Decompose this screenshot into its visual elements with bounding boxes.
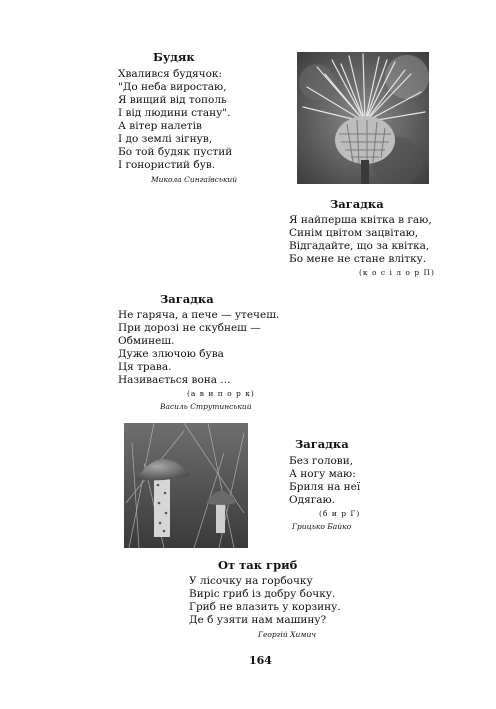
riddle-title: Загадка	[160, 292, 214, 306]
poem-line: Я вищий від тополь	[118, 94, 227, 106]
poem-line: І гонористий був.	[118, 159, 216, 171]
riddle-line: Дуже злючою бува	[118, 348, 224, 360]
riddle-line: Відгадайте, що за квітка,	[289, 240, 430, 252]
page-number: 164	[249, 654, 272, 667]
riddle-line: Я найперша квітка в гаю,	[289, 214, 432, 226]
riddle-answer: (б и р Г)	[319, 509, 361, 518]
riddle-line: Одягаю.	[289, 494, 335, 506]
poem-gryb-body	[189, 575, 341, 627]
riddle-title: Загадка	[295, 437, 349, 451]
poem-line: А вітер налетів	[118, 120, 202, 132]
poem-line: Хвалився будячок:	[118, 68, 223, 80]
riddle-line: Обминеш.	[118, 335, 175, 347]
poem-author: Микола Сингаївський	[151, 175, 238, 184]
riddle-answer: (к о с і л о р П)	[359, 268, 435, 277]
poem-line: У лісочку на горбочку	[189, 575, 313, 587]
riddle-author: Грицько Байко	[292, 522, 352, 531]
mushroom-photo	[124, 423, 248, 548]
riddle-answer: (а в и п о р к)	[187, 389, 255, 398]
poem-line: Де б узяти нам машину?	[189, 614, 327, 626]
poem-title: От так гриб	[218, 558, 298, 572]
thistle-photo	[297, 52, 429, 184]
poem-budyak	[118, 50, 288, 64]
riddle-line: Без голови,	[289, 455, 354, 467]
riddle-line: Синім цвітом зацвітаю,	[289, 227, 419, 239]
poem-author: Георгій Химич	[258, 630, 317, 639]
riddle-body	[118, 309, 279, 387]
poem-line: І від людини стану".	[118, 107, 231, 119]
riddle-line: Бриля на неї	[289, 481, 361, 493]
riddle-body	[289, 455, 360, 507]
riddle-line: Бо мене не стане влітку.	[289, 253, 427, 265]
riddle-author: Василь Струтинський	[160, 402, 252, 411]
riddle-line: А ногу маю:	[289, 468, 356, 480]
poem-line: Бо той будяк пустий	[118, 146, 233, 158]
poem-title: Будяк	[153, 50, 195, 64]
poem-line: І до землі зігнув,	[118, 133, 213, 145]
poem-line: "До неба виростаю,	[118, 81, 227, 93]
riddle-line: При дорозі не скубнеш —	[118, 322, 261, 334]
riddle-body	[289, 214, 432, 266]
poem-line: Гриб не влазить у корзину.	[189, 601, 341, 613]
riddle-line: Ця трава.	[118, 361, 172, 373]
riddle-line: Не гаряча, а пече — утечеш.	[118, 309, 280, 321]
poem-line: Виріс гриб із добру бочку.	[189, 588, 336, 600]
riddle-line: Називається вона ...	[118, 374, 231, 386]
poem-budyak-body	[118, 68, 232, 172]
riddle-title: Загадка	[330, 197, 384, 211]
